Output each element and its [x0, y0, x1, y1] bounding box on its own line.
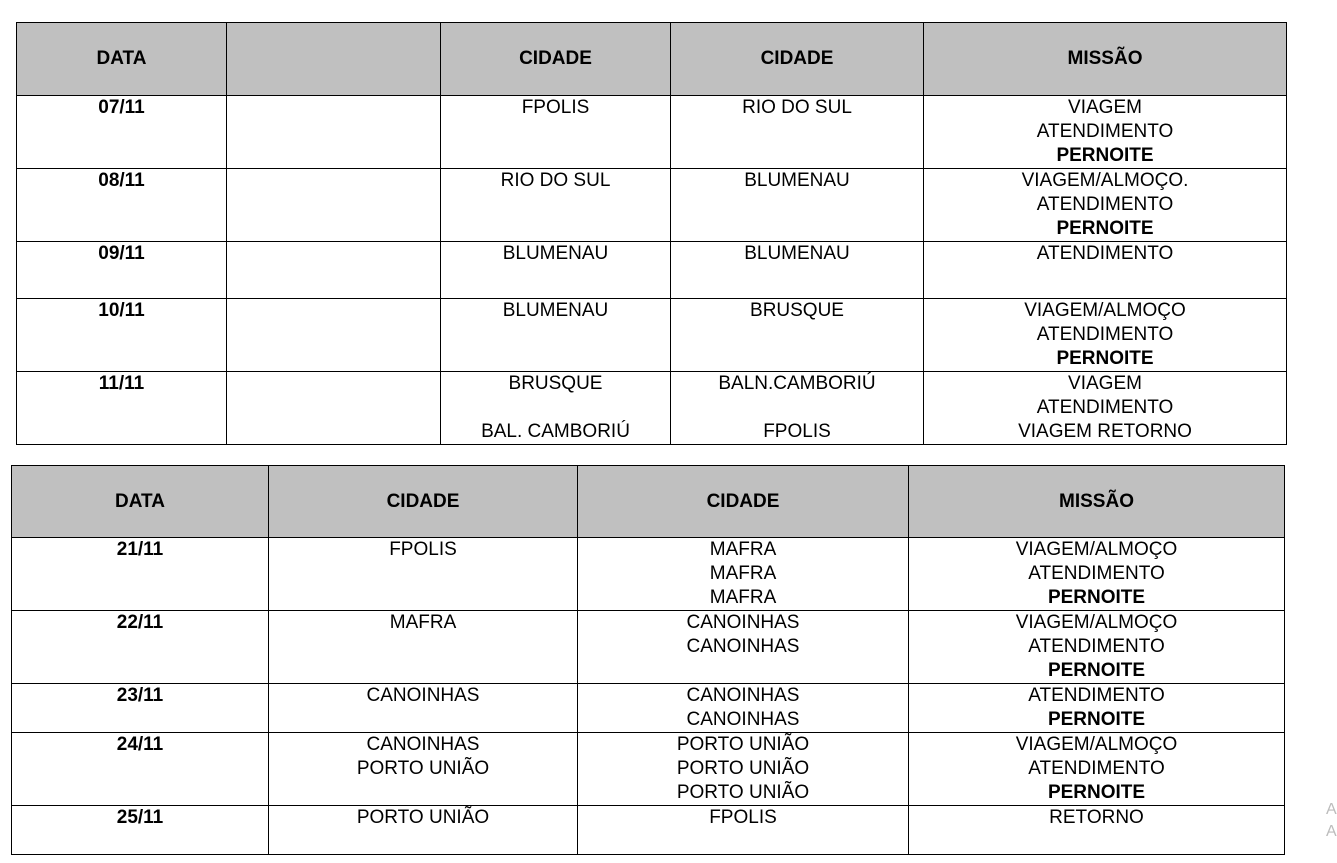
header-blank [227, 23, 441, 96]
city-line: PORTO UNIÃO [356, 758, 490, 779]
header-cidade-destination: CIDADE [578, 466, 909, 538]
mission-cell [909, 684, 1285, 733]
city-line: BRUSQUE [750, 300, 844, 321]
origin-city-cell [441, 299, 671, 372]
itinerary-table-1 [16, 22, 1287, 445]
date-cell: 21/11 [12, 538, 269, 611]
itinerary-table-2 [11, 465, 1285, 855]
city-line: BRUSQUE [508, 373, 603, 394]
mission-cell [909, 806, 1285, 855]
date-cell: 22/11 [12, 611, 269, 684]
city-line: PORTO UNIÃO [676, 782, 810, 803]
mission-line: PERNOITE [1047, 587, 1146, 608]
mission-line: VIAGEM RETORNO [1018, 421, 1192, 442]
date-cell: 11/11 [17, 372, 227, 445]
destination-city-cell [578, 684, 909, 733]
city-line: MAFRA [709, 539, 777, 560]
date-cell: 24/11 [12, 733, 269, 806]
mission-cell [924, 96, 1287, 169]
date-cell: 07/11 [17, 96, 227, 169]
city-line: CANOINHAS [686, 612, 800, 633]
destination-city-cell [578, 733, 909, 806]
header-cidade-origin: CIDADE [269, 466, 578, 538]
date-cell: 09/11 [17, 242, 227, 299]
mission-line: RETORNO [1049, 807, 1144, 828]
date-cell: 08/11 [17, 169, 227, 242]
mission-line: ATENDIMENTO [1028, 636, 1165, 657]
mission-cell [924, 299, 1287, 372]
table-header-row [17, 23, 1287, 96]
mission-line: PERNOITE [1056, 348, 1154, 369]
city-line: FPOLIS [521, 97, 590, 118]
date-cell: 10/11 [17, 299, 227, 372]
origin-city-cell [269, 538, 578, 611]
destination-city-cell [578, 611, 909, 684]
mission-line: VIAGEM/ALMOÇO [1015, 612, 1178, 633]
city-line: FPOLIS [389, 539, 457, 560]
city-line: BLUMENAU [502, 243, 609, 264]
mission-line: VIAGEM/ALMOÇO [1015, 539, 1178, 560]
mission-line: ATENDIMENTO [1036, 121, 1174, 142]
city-line: CANOINHAS [686, 685, 800, 706]
mission-cell [924, 242, 1287, 299]
city-line: BLUMENAU [744, 243, 850, 264]
mission-cell [909, 538, 1285, 611]
mission-line: VIAGEM [1068, 373, 1142, 394]
mission-line: PERNOITE [1056, 218, 1154, 239]
mission-cell [909, 611, 1285, 684]
city-line: BLUMENAU [502, 300, 609, 321]
city-line: FPOLIS [709, 807, 777, 828]
city-line: MAFRA [709, 587, 777, 608]
mission-line: PERNOITE [1047, 660, 1146, 681]
mission-line: ATENDIMENTO [1028, 758, 1165, 779]
mission-line: ATENDIMENTO [1036, 397, 1174, 418]
mission-line: PERNOITE [1056, 145, 1154, 166]
blank-cell [227, 169, 441, 242]
city-line: MAFRA [709, 563, 777, 584]
mission-cell [909, 733, 1285, 806]
origin-city-cell [269, 806, 578, 855]
mission-cell [924, 372, 1287, 445]
mission-line: VIAGEM [1068, 97, 1142, 118]
origin-city-cell [269, 733, 578, 806]
city-line: BLUMENAU [744, 170, 850, 191]
date-cell: 25/11 [12, 806, 269, 855]
mission-line: ATENDIMENTO [1036, 194, 1174, 215]
table-row [12, 538, 1285, 611]
city-line: CANOINHAS [686, 709, 800, 730]
header-data: DATA [12, 466, 269, 538]
table-row [17, 242, 1287, 299]
city-line: CANOINHAS [366, 685, 480, 706]
edge-mark: A [1326, 801, 1337, 818]
blank-cell [227, 242, 441, 299]
city-line [441, 396, 670, 420]
blank-cell [227, 96, 441, 169]
table-row [17, 299, 1287, 372]
destination-city-cell [671, 242, 924, 299]
table-header-row [12, 466, 1285, 538]
table-row [12, 684, 1285, 733]
mission-line: ATENDIMENTO [1036, 243, 1174, 264]
mission-line: ATENDIMENTO [1028, 685, 1165, 706]
city-line: RIO DO SUL [500, 170, 611, 191]
table-row [17, 96, 1287, 169]
mission-line: VIAGEM/ALMOÇO [1015, 734, 1178, 755]
city-line: PORTO UNIÃO [676, 734, 810, 755]
city-line: MAFRA [389, 612, 457, 633]
mission-line: ATENDIMENTO [1036, 324, 1174, 345]
table-row [17, 169, 1287, 242]
edge-mark: A [1326, 823, 1337, 840]
mission-line: PERNOITE [1047, 782, 1146, 803]
origin-city-cell [441, 242, 671, 299]
destination-city-cell [578, 806, 909, 855]
origin-city-cell [441, 96, 671, 169]
blank-cell [227, 299, 441, 372]
table-row [17, 372, 1287, 445]
header-cidade-destination: CIDADE [671, 23, 924, 96]
mission-line: VIAGEM/ALMOÇO. [1021, 170, 1189, 191]
city-line: CANOINHAS [686, 636, 800, 657]
destination-city-cell [671, 299, 924, 372]
header-missao: MISSÃO [909, 466, 1285, 538]
mission-cell [924, 169, 1287, 242]
city-line: BAL. CAMBORIÚ [481, 421, 630, 442]
city-line [671, 396, 923, 420]
destination-city-cell [671, 372, 924, 445]
table-row [12, 806, 1285, 855]
city-line: PORTO UNIÃO [676, 758, 810, 779]
city-line: BALN.CAMBORIÚ [718, 373, 876, 394]
origin-city-cell [269, 684, 578, 733]
header-missao: MISSÃO [924, 23, 1287, 96]
mission-line: ATENDIMENTO [1028, 563, 1165, 584]
city-line: CANOINHAS [366, 734, 480, 755]
date-cell: 23/11 [12, 684, 269, 733]
origin-city-cell [269, 611, 578, 684]
destination-city-cell [671, 96, 924, 169]
table-row [12, 611, 1285, 684]
table-row [12, 733, 1285, 806]
city-line: FPOLIS [763, 421, 831, 442]
header-cidade-origin: CIDADE [441, 23, 671, 96]
header-data: DATA [17, 23, 227, 96]
blank-cell [227, 372, 441, 445]
destination-city-cell [578, 538, 909, 611]
origin-city-cell [441, 372, 671, 445]
origin-city-cell [441, 169, 671, 242]
mission-line: VIAGEM/ALMOÇO [1024, 300, 1186, 321]
mission-line: PERNOITE [1047, 709, 1146, 730]
city-line: PORTO UNIÃO [356, 807, 490, 828]
city-line: RIO DO SUL [742, 97, 852, 118]
destination-city-cell [671, 169, 924, 242]
